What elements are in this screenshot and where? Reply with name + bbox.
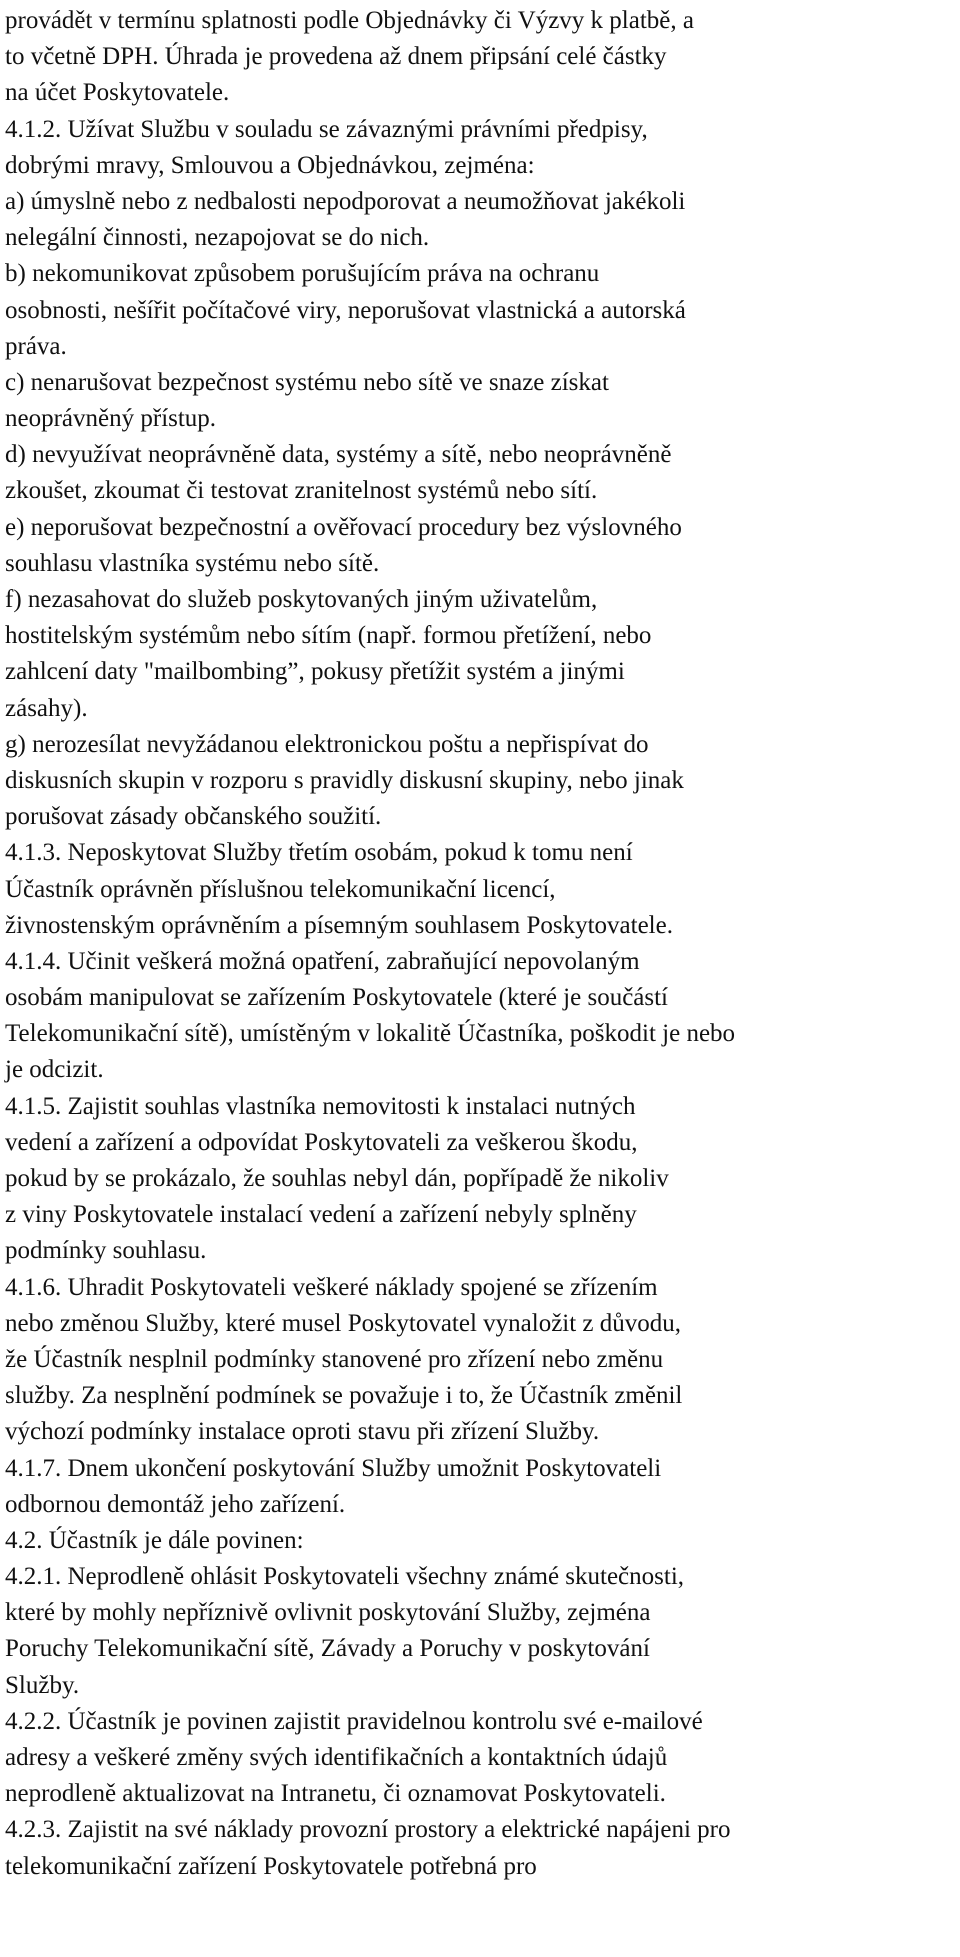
section-4-1-6: 4.1.6. Uhradit Poskytovateli veškeré náklady spojené se zřízením: [5, 1273, 658, 1301]
section-4-2-1: 4.2.1. Neprodleně ohlásit Poskytovateli všechny známé skutečnosti,: [5, 1563, 685, 1591]
list-item-f: f) nezasahovat do služeb poskytovaných jiným uživatelům,: [5, 586, 598, 613]
document-body: [5, 0, 950, 1885]
list-item-a: a) úmyslně nebo z nedbalosti nepodporovat a neumožňovat jakékoli: [5, 187, 686, 215]
text-line: práva.: [5, 332, 67, 360]
text-line: porušovat zásady občanského soužití.: [5, 803, 382, 831]
section-4-1-4: 4.1.4. Učinit veškerá možná opatření, zabraňující nepovolaným: [5, 947, 640, 975]
text-line: adresy a veškeré změny svých identifikačních a kontaktních údajů: [5, 1744, 668, 1771]
text-line: hostitelským systémům nebo sítím (např. formou přetížení, nebo: [5, 622, 652, 650]
list-item-d: d) nevyužívat neoprávněně data, systémy a sítě, nebo neoprávněně: [5, 441, 672, 469]
section-4-1-3: 4.1.3. Neposkytovat Služby třetím osobám, pokud k tomu není: [5, 839, 633, 867]
text-line: výchozí podmínky instalace oproti stavu při zřízení Služby.: [5, 1418, 600, 1446]
list-item-g: g) nerozesílat nevyžádanou elektronickou poštu a nepřispívat do: [5, 730, 649, 758]
text-line: na účet Poskytovatele.: [5, 79, 230, 107]
list-item-c: c) nenarušovat bezpečnost systému nebo sítě ve snaze získat: [5, 368, 609, 396]
text-line: dobrými mravy, Smlouvou a Objednávkou, zejména:: [5, 151, 535, 179]
section-4-2-2: 4.2.2. Účastník je povinen zajistit pravidelnou kontrolu své e-mailové: [5, 1707, 703, 1735]
text-line: podmínky souhlasu.: [5, 1237, 207, 1265]
text-line: které by mohly nepříznivě ovlivnit poskytování Služby, zejména: [5, 1599, 651, 1627]
text-line: Účastník oprávněn příslušnou telekomunikační licencí,: [5, 875, 556, 903]
text-line: Poruchy Telekomunikační sítě, Závady a Poruchy v poskytování: [5, 1635, 650, 1663]
section-4-2-3: 4.2.3. Zajistit na své náklady provozní prostory a elektrické napájeni pro: [5, 1816, 731, 1844]
text-line: Telekomunikační sítě), umístěným v lokalitě Účastníka, poškodit je nebo: [5, 1020, 736, 1048]
text-line: odbornou demontáž jeho zařízení.: [5, 1490, 346, 1518]
text-line: osobám manipulovat se zařízením Poskytovatele (které je součástí: [5, 984, 669, 1012]
section-4-2: 4.2. Účastník je dále povinen:: [5, 1526, 304, 1554]
text-line: z viny Poskytovatele instalací vedení a zařízení nebyly splněny: [5, 1201, 637, 1229]
text-line: neprodleně aktualizovat na Intranetu, či oznamovat Poskytovateli.: [5, 1780, 666, 1808]
text-line: zásahy).: [5, 694, 88, 722]
section-4-1-7: 4.1.7. Dnem ukončení poskytování Služby umožnit Poskytovateli: [5, 1454, 662, 1482]
text-line: že Účastník nesplnil podmínky stanovené pro zřízení nebo změnu: [5, 1345, 664, 1373]
text-line: služby. Za nesplnění podmínek se považuje i to, že Účastník změnil: [5, 1382, 683, 1410]
text-line: osobnosti, nešířit počítačové viry, neporušovat vlastnická a autorská: [5, 296, 686, 324]
text-line: provádět v termínu splatnosti podle Objednávky či Výzvy k platbě, a: [5, 7, 694, 34]
text-line: diskusních skupin v rozporu s pravidly diskusní skupiny, nebo jinak: [5, 766, 684, 794]
text-line: pokud by se prokázalo, že souhlas nebyl dán, popřípadě že nikoliv: [5, 1165, 669, 1192]
text-line: nebo změnou Služby, které musel Poskytovatel vynaložit z důvodu,: [5, 1309, 682, 1337]
text-line: nelegální činnosti, nezapojovat se do nich.: [5, 224, 430, 252]
section-4-1-5: 4.1.5. Zajistit souhlas vlastníka nemovitosti k instalaci nutných: [5, 1092, 636, 1120]
text-line: Služby.: [5, 1671, 80, 1699]
list-item-b: b) nekomunikovat způsobem porušujícím práva na ochranu: [5, 260, 600, 288]
text-line: vedení a zařízení a odpovídat Poskytovateli za veškerou škodu,: [5, 1128, 638, 1156]
text-line: je odcizit.: [5, 1056, 104, 1084]
text-line: to včetně DPH. Úhrada je provedena až dnem připsání celé částky: [5, 43, 667, 71]
text-line: zkoušet, zkoumat či testovat zranitelnost systémů nebo sítí.: [5, 477, 598, 505]
text-line: živnostenským oprávněním a písemným souhlasem Poskytovatele.: [5, 911, 673, 939]
text-line: neoprávněný přístup.: [5, 405, 217, 433]
text-line: telekomunikační zařízení Poskytovatele potřebná pro: [5, 1852, 537, 1880]
list-item-e: e) neporušovat bezpečnostní a ověřovací procedury bez výslovného: [5, 513, 682, 541]
section-4-1-2: 4.1.2. Užívat Službu v souladu se závaznými právními předpisy,: [5, 115, 648, 143]
text-line: souhlasu vlastníka systému nebo sítě.: [5, 549, 380, 577]
text-line: zahlcení daty "mailbombing”, pokusy přetížit systém a jinými: [5, 658, 625, 686]
